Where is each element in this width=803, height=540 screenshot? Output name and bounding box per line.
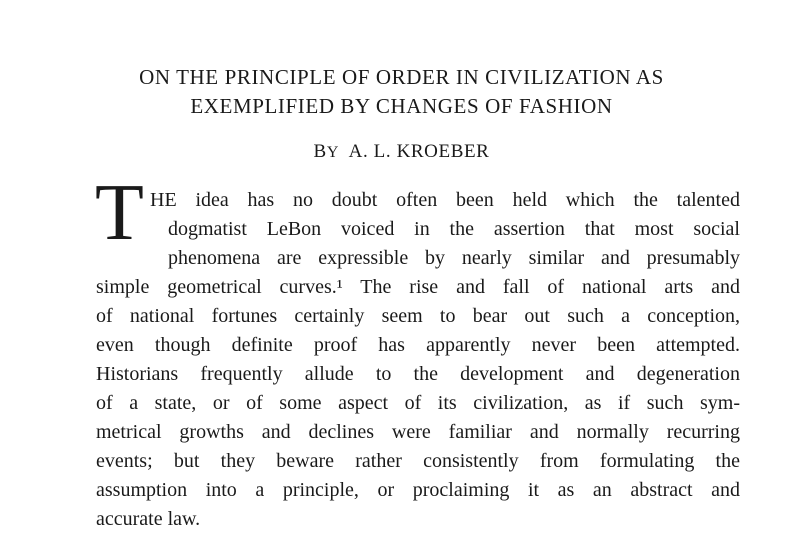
paragraph-line: of national fortunes certainly seem to bear out such a conception,	[96, 305, 740, 327]
byline-prefix-initial: B	[313, 141, 327, 162]
cut-off-next-line	[96, 529, 756, 540]
paragraph-line: events; but they beware rather consistently from formulating the	[96, 450, 740, 472]
article-title-line-2: EXEMPLIFIED BY CHANGES OF FASHION	[190, 94, 613, 118]
paragraph-line: HE idea has no doubt often been held which the talented	[150, 189, 740, 211]
drop-cap: T	[95, 169, 144, 257]
article-byline	[0, 141, 803, 163]
paragraph-line: of a state, or of some aspect of its civilization, as if such sym-	[96, 392, 740, 414]
byline-prefix-rest: Y	[326, 144, 339, 161]
byline-author: A. L. KROEBER	[348, 141, 490, 162]
paragraph-line: simple geometrical curves.¹ The rise and fall of national arts and	[96, 276, 740, 298]
paragraph-line: assumption into a principle, or proclaiming it as an abstract and	[96, 479, 740, 501]
paragraph-line: dogmatist LeBon voiced in the assertion that most social	[168, 218, 740, 240]
article-title-line-1: ON THE PRINCIPLE OF ORDER IN CIVILIZATION AS	[139, 65, 664, 89]
paragraph-line: metrical growths and declines were familiar and normally recurring	[96, 421, 740, 443]
paragraph-line: even though definite proof has apparently never been attempted.	[96, 334, 740, 356]
paragraph-line: phenomena are expressible by nearly similar and presumably	[168, 247, 740, 269]
paragraph-line: accurate law.	[96, 508, 201, 530]
paragraph-line: Historians frequently allude to the development and degeneration	[96, 363, 740, 385]
cut-off-text-fragment	[96, 529, 756, 540]
